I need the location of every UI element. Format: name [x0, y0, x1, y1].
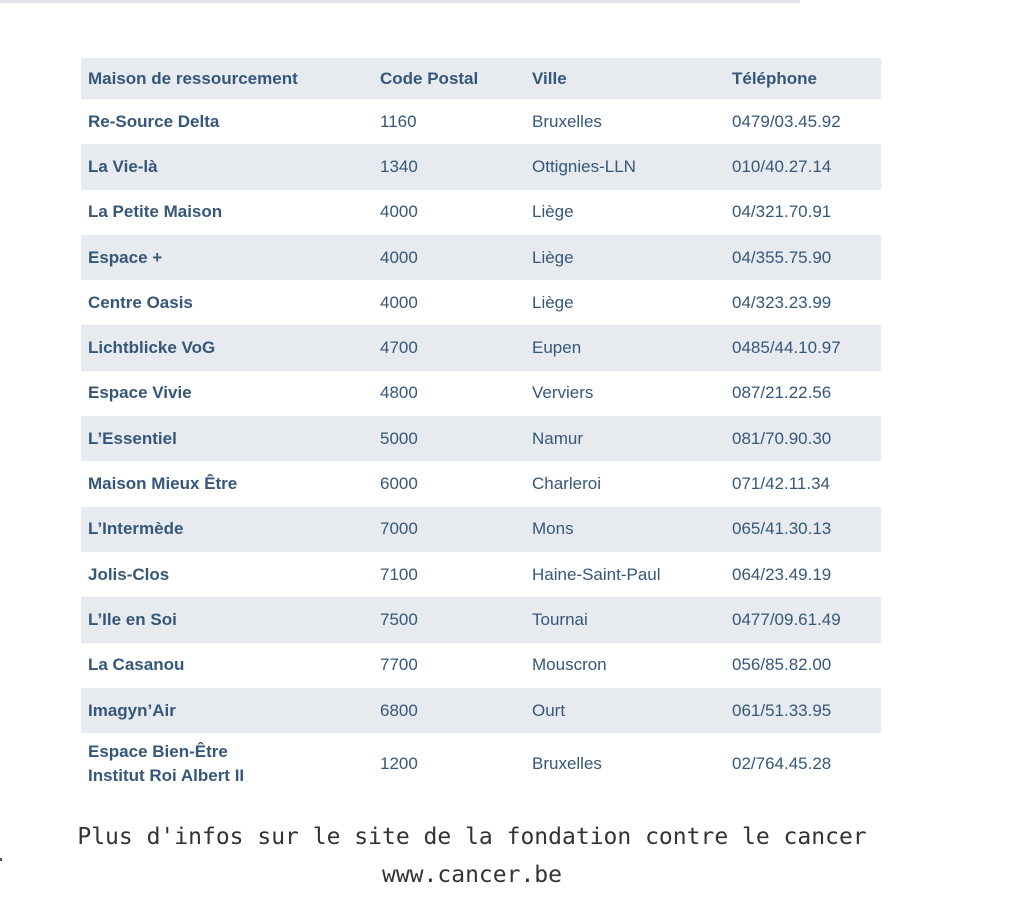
- cell-phone: 0485/44.10.97: [732, 338, 841, 358]
- table-row: [81, 733, 881, 795]
- cell-name-line1: Espace Bien-Être: [88, 742, 228, 762]
- table-row: [81, 597, 881, 642]
- cell-name: La Petite Maison: [88, 202, 223, 222]
- footer: [0, 818, 944, 894]
- table-row: [81, 144, 881, 189]
- header-maison: Maison de ressourcement: [88, 68, 298, 88]
- cell-name: La Casanou: [88, 655, 185, 675]
- header-telephone: Téléphone: [732, 68, 818, 88]
- cell-phone: 04/355.75.90: [732, 247, 832, 267]
- cell-postal: 7100: [380, 564, 418, 584]
- table-row: [81, 643, 881, 688]
- cell-postal: 6800: [380, 700, 418, 720]
- footer-info-text: Plus d'infos sur le site de la fondation contre le cancer: [77, 824, 867, 850]
- cell-phone: 081/70.90.30: [732, 428, 832, 448]
- table-row: [81, 235, 881, 280]
- cell-postal: 6000: [380, 474, 418, 494]
- cell-phone: 087/21.22.56: [732, 383, 832, 403]
- cell-postal: 1340: [380, 156, 418, 176]
- cell-city: Ottignies-LLN: [532, 156, 636, 176]
- cell-city: Charleroi: [532, 474, 601, 494]
- cell-city: Verviers: [532, 383, 594, 403]
- cell-postal: 7700: [380, 655, 418, 675]
- table-row: [81, 552, 881, 597]
- table-row: [81, 507, 881, 552]
- cell-city: Tournai: [532, 609, 588, 629]
- cell-postal: 1160: [380, 111, 417, 131]
- cell-name: [81, 733, 373, 795]
- cell-city: Liège: [532, 202, 574, 222]
- cell-postal: 4000: [380, 202, 418, 222]
- cell-city: Mouscron: [532, 655, 607, 675]
- cell-phone: 0479/03.45.92: [732, 111, 841, 131]
- cell-postal: 7500: [380, 609, 418, 629]
- cell-city: Bruxelles: [532, 754, 602, 774]
- table-row: [81, 190, 881, 235]
- cell-name: L’Ile en Soi: [88, 609, 177, 629]
- cell-city: Eupen: [532, 338, 582, 358]
- cell-city: Ourt: [532, 700, 566, 720]
- cell-phone: 064/23.49.19: [732, 564, 832, 584]
- cell-name: L’Intermède: [88, 519, 184, 539]
- cell-city: Namur: [532, 428, 584, 448]
- cell-name: Centre Oasis: [88, 292, 193, 312]
- cell-postal: 4800: [380, 383, 418, 403]
- cell-name: Espace Vivie: [88, 383, 192, 403]
- table-header-row: [81, 58, 881, 99]
- resource-houses-table-container: [81, 58, 881, 795]
- header-ville: Ville: [532, 68, 567, 88]
- table-row: [81, 371, 881, 416]
- cell-city: Haine-Saint-Paul: [532, 564, 661, 584]
- cell-phone: 010/40.27.14: [732, 156, 832, 176]
- cell-city: Mons: [532, 519, 574, 539]
- cell-name: Espace +: [88, 247, 163, 267]
- cell-postal: 4700: [380, 338, 418, 358]
- cell-postal: 7000: [380, 519, 418, 539]
- cell-name: Imagyn’Air: [88, 700, 176, 720]
- cell-city: Liège: [532, 292, 574, 312]
- cell-phone: 056/85.82.00: [732, 655, 832, 675]
- cell-phone: 04/321.70.91: [732, 202, 832, 222]
- cell-phone: 04/323.23.99: [732, 292, 832, 312]
- resource-houses-table: [81, 58, 881, 795]
- cell-city: Bruxelles: [532, 111, 602, 131]
- table-row: [81, 688, 881, 733]
- cell-name: La Vie-là: [88, 156, 158, 176]
- cell-phone: 02/764.45.28: [732, 754, 832, 774]
- table-row: [81, 325, 881, 370]
- cell-phone: 0477/09.61.49: [732, 609, 841, 629]
- table-row: [81, 99, 881, 144]
- cell-postal: 4000: [380, 247, 418, 267]
- cell-phone: 065/41.30.13: [732, 519, 832, 539]
- top-divider: [0, 0, 800, 3]
- cell-phone: 071/42.11.34: [732, 474, 830, 494]
- table-row: [81, 461, 881, 506]
- cell-postal: 5000: [380, 428, 418, 448]
- cell-name-line2: Institut Roi Albert II: [88, 766, 245, 786]
- cell-name: Jolis-Clos: [88, 564, 170, 584]
- cell-phone: 061/51.33.95: [732, 700, 832, 720]
- cell-name: Maison Mieux Être: [88, 474, 238, 494]
- table-row: [81, 280, 881, 325]
- header-code-postal: Code Postal: [380, 68, 479, 88]
- cell-name: Lichtblicke VoG: [88, 338, 216, 358]
- cell-name: Re-Source Delta: [88, 111, 220, 131]
- footer-website: www.cancer.be: [381, 862, 562, 888]
- cell-name: L’Essentiel: [88, 428, 177, 448]
- cell-city: Liège: [532, 247, 574, 267]
- edge-mark: [0, 858, 2, 861]
- cell-postal: 4000: [380, 292, 418, 312]
- cell-postal: 1200: [380, 754, 418, 774]
- table-row: [81, 416, 881, 461]
